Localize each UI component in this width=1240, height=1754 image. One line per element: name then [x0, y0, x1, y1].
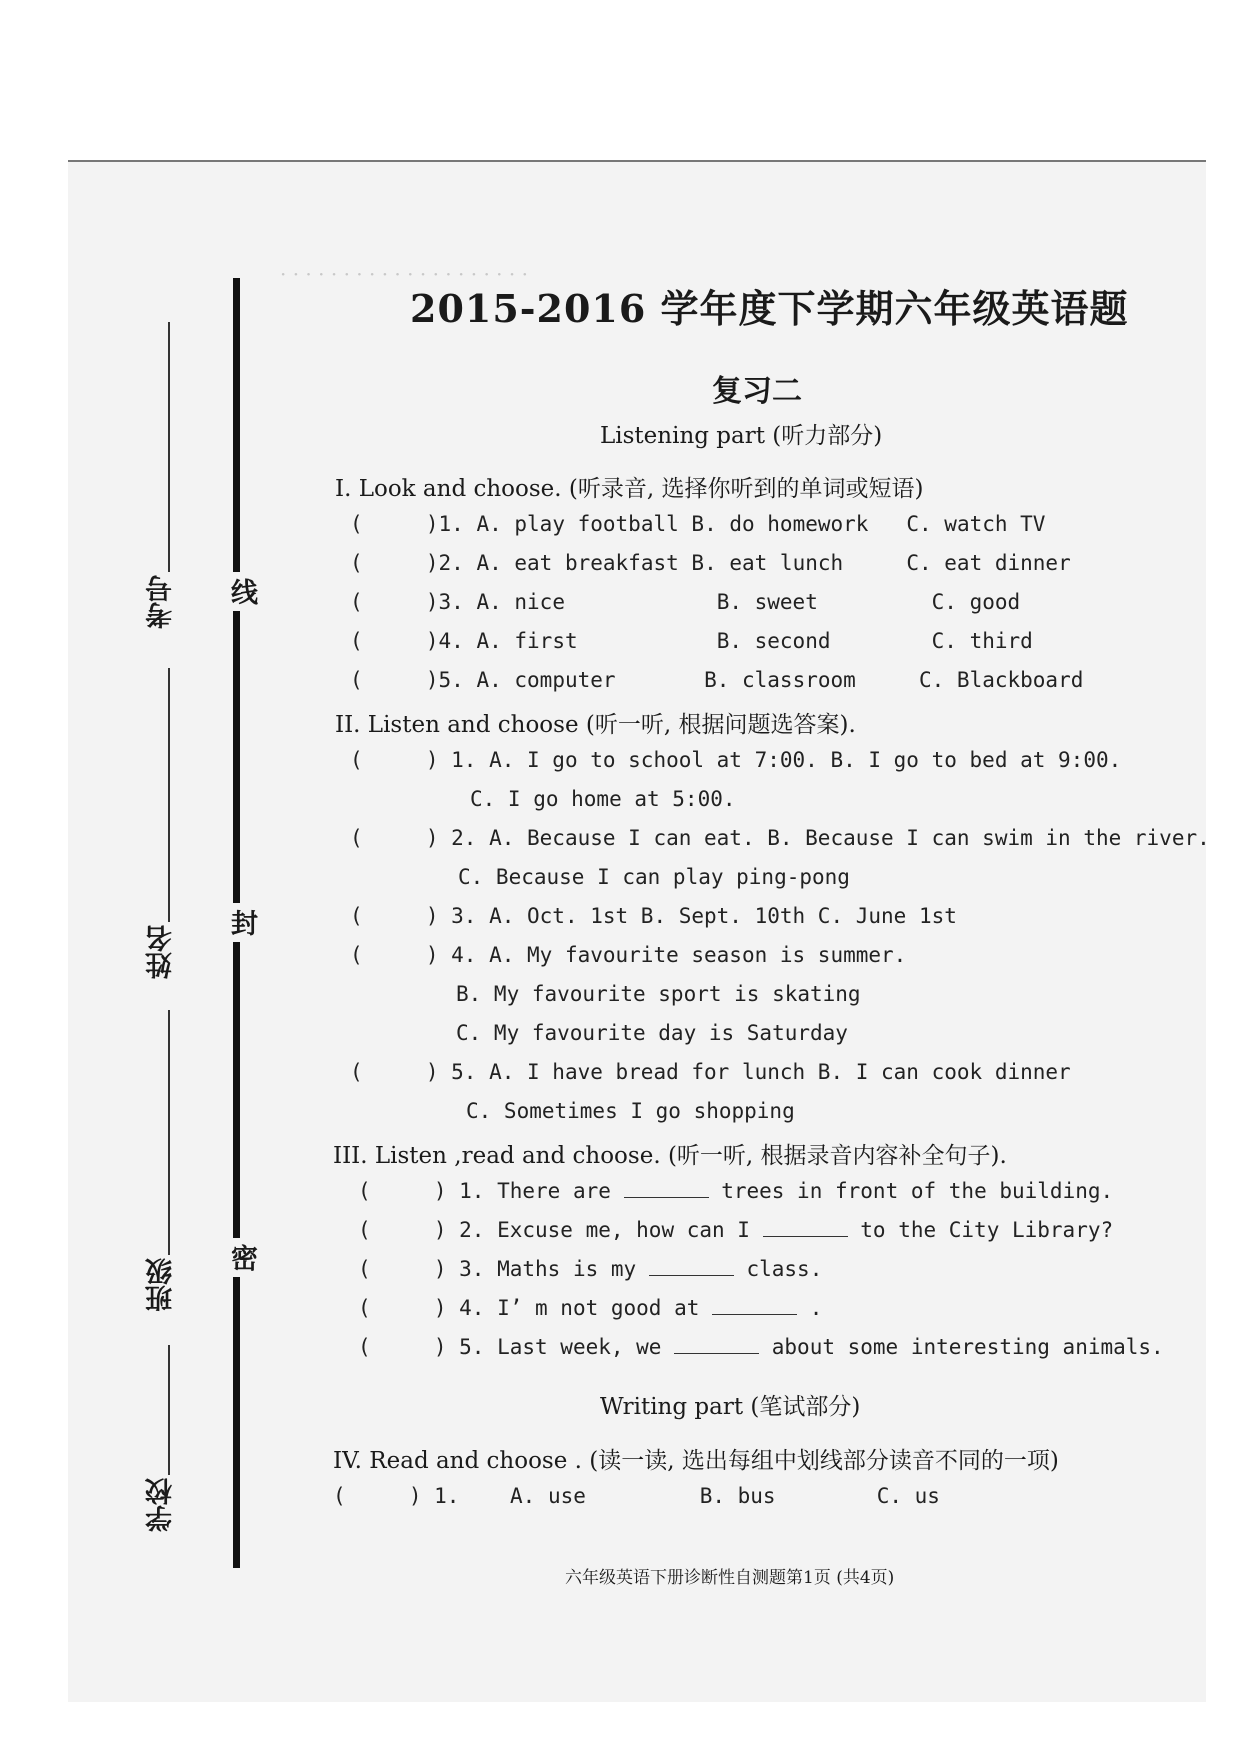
question-number: )5. [425, 668, 464, 692]
answer-paren[interactable]: ( [350, 748, 363, 772]
section2-question-3 [350, 904, 957, 928]
fill-blank[interactable] [712, 1296, 797, 1315]
question-number: )1. [425, 512, 464, 536]
answer-paren[interactable]: ( [350, 1060, 363, 1084]
option-c: C. watch TV [906, 512, 1046, 536]
section2-question-1-option-c: C. I go home at 5:00. [470, 787, 736, 811]
answer-paren[interactable]: ( [358, 1296, 371, 1320]
section1-question-5 [350, 668, 1083, 692]
option-a: A. eat breakfast [476, 551, 679, 575]
option-b: B. second [716, 629, 831, 653]
exam-title: 2015-2016 学年度下学期六年级英语题 [410, 286, 1129, 331]
answer-paren[interactable]: ( [350, 551, 363, 575]
section2-question-4-option-c: C. My favourite day is Saturday [456, 1021, 848, 1045]
sentence-start: ) 1. There are [433, 1179, 611, 1203]
section2-question-2-option-c: C. Because I can play ping-pong [458, 865, 850, 889]
option-b: B. eat lunch [691, 551, 844, 575]
label-class: 班级 [146, 1258, 177, 1312]
section3-question-4 [358, 1296, 822, 1320]
option-a: A. first [476, 629, 578, 653]
sentence-start: ) 4. I’ m not good at [433, 1296, 700, 1320]
option-c: C. us [876, 1484, 940, 1508]
question-text: ) 4. A. My favourite season is summer. [425, 943, 907, 967]
answer-paren[interactable]: ( [350, 590, 363, 614]
answer-paren[interactable]: ( [350, 668, 363, 692]
sentence-start: ) 2. Excuse me, how can I [433, 1218, 750, 1242]
binding-mark-xian: 线 [222, 572, 261, 611]
school-field[interactable] [168, 1345, 170, 1475]
question-text: ) 2. A. Because I can eat. B. Because I can swim in the river. [425, 826, 1210, 850]
name-field[interactable] [168, 668, 170, 922]
answer-paren[interactable]: ( [333, 1484, 346, 1508]
class-field[interactable] [168, 1010, 170, 1255]
option-c: C. eat dinner [906, 551, 1071, 575]
option-a: A. nice [476, 590, 565, 614]
section1-question-2 [350, 551, 1071, 575]
option-a: A. play football [476, 512, 679, 536]
answer-paren[interactable]: ( [350, 904, 363, 928]
section3-heading: III. Listen ,read and choose. (听一听, 根据录音内容补全句子). [333, 1143, 1007, 1169]
writing-part-heading: Writing part (笔试部分) [600, 1394, 861, 1420]
fill-blank[interactable] [649, 1257, 734, 1276]
option-b: B. classroom [704, 668, 856, 692]
section2-question-5-option-c: C. Sometimes I go shopping [466, 1099, 795, 1123]
question-text: ) 5. A. I have bread for lunch B. I can cook dinner [425, 1060, 1071, 1084]
option-b: B. bus [699, 1484, 776, 1508]
sentence-end: to the City Library? [860, 1218, 1114, 1242]
question-text: ) 3. A. Oct. 1st B. Sept. 10th C. June 1st [425, 904, 957, 928]
option-c: C. third [931, 629, 1033, 653]
sentence-start: ) 5. Last week, we [433, 1335, 662, 1359]
answer-paren[interactable]: ( [350, 826, 363, 850]
sentence-end: class. [746, 1257, 823, 1281]
binding-mark-mi: 密 [222, 1238, 261, 1277]
exam-subtitle: 复习二 [712, 374, 802, 409]
question-number: )4. [425, 629, 464, 653]
sentence-start: ) 3. Maths is my [433, 1257, 637, 1281]
section2-question-4-option-b: B. My favourite sport is skating [456, 982, 861, 1006]
section2-heading: II. Listen and choose (听一听, 根据问题选答案). [335, 712, 856, 738]
label-exam-number: 考号 [146, 575, 177, 629]
answer-paren[interactable]: ( [350, 629, 363, 653]
fill-blank[interactable] [674, 1335, 759, 1354]
question-number: ) 1. [408, 1484, 460, 1508]
fill-blank[interactable] [624, 1179, 709, 1198]
exam-number-field[interactable] [168, 322, 170, 572]
label-name: 姓名 [146, 925, 177, 979]
section2-question-1 [350, 748, 1121, 772]
question-number: )3. [425, 590, 464, 614]
option-b: B. sweet [716, 590, 818, 614]
section2-question-5 [350, 1060, 1071, 1084]
listening-part-heading: Listening part (听力部分) [600, 423, 883, 449]
bleed-through-text: · · · · · · · · · · · · · · · · · · · · [280, 262, 528, 286]
binding-mark-feng: 封 [222, 903, 261, 942]
section1-heading: I. Look and choose. (听录音, 选择你听到的单词或短语) [335, 476, 924, 502]
answer-paren[interactable]: ( [358, 1179, 371, 1203]
section3-question-2 [358, 1218, 1113, 1242]
section4-question-1 [333, 1484, 940, 1508]
page-footer: 六年级英语下册诊断性自测题第1页 (共4页) [565, 1568, 895, 1588]
section3-question-3 [358, 1257, 822, 1281]
sentence-end: . [809, 1296, 823, 1320]
sentence-end: trees in front of the building. [721, 1179, 1114, 1203]
answer-paren[interactable]: ( [358, 1335, 371, 1359]
section3-question-5 [358, 1335, 1164, 1359]
option-c: C. Blackboard [919, 668, 1084, 692]
option-b: B. do homework [691, 512, 869, 536]
section1-question-4 [350, 629, 1033, 653]
question-number: )2. [425, 551, 464, 575]
section1-question-1 [350, 512, 1045, 536]
section3-question-1 [358, 1179, 1113, 1203]
option-a: A. computer [476, 668, 616, 692]
section2-question-2 [350, 826, 1210, 850]
answer-paren[interactable]: ( [350, 943, 363, 967]
answer-paren[interactable]: ( [350, 512, 363, 536]
label-school: 学校 [146, 1478, 177, 1532]
section1-question-3 [350, 590, 1020, 614]
option-c: C. good [931, 590, 1021, 614]
question-text: ) 1. A. I go to school at 7:00. B. I go to bed at 9:00. [425, 748, 1122, 772]
option-a: A. use [510, 1484, 586, 1508]
answer-paren[interactable]: ( [358, 1218, 371, 1242]
fill-blank[interactable] [763, 1218, 848, 1237]
answer-paren[interactable]: ( [358, 1257, 371, 1281]
section2-question-4 [350, 943, 906, 967]
section4-heading: IV. Read and choose . (读一读, 选出每组中划线部分读音不同的一项) [333, 1448, 1059, 1474]
sentence-end: about some interesting animals. [771, 1335, 1164, 1359]
